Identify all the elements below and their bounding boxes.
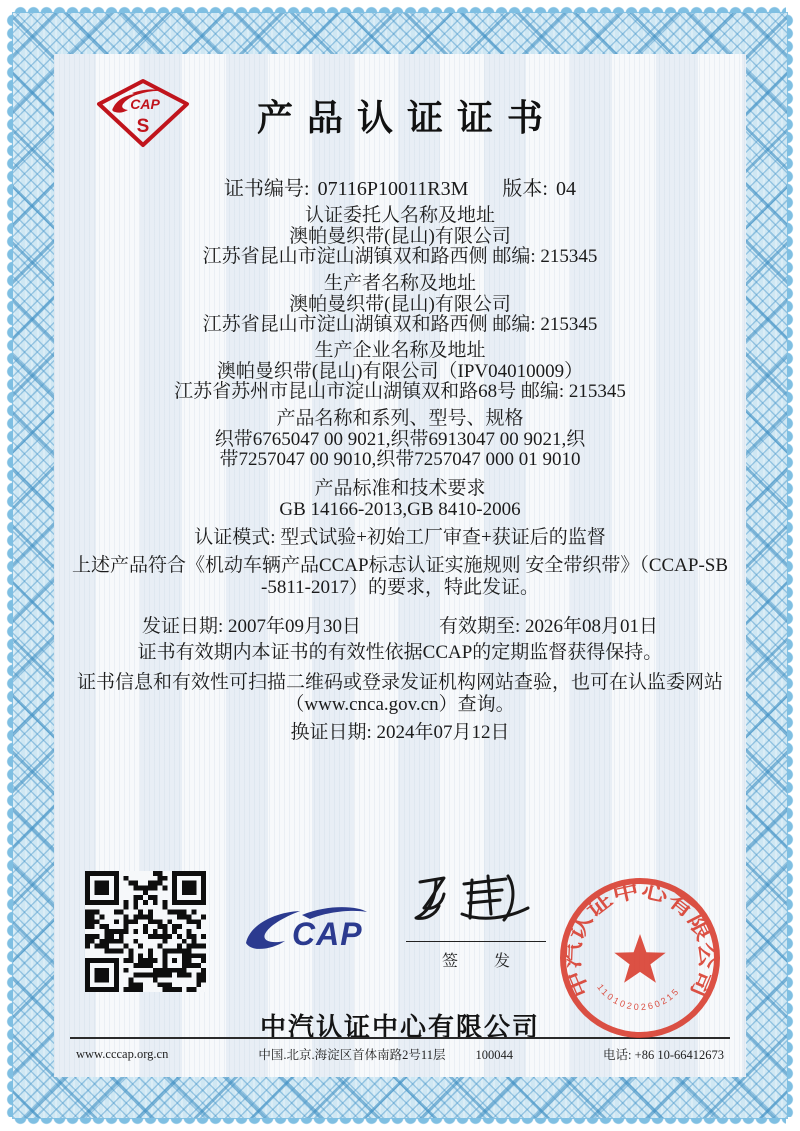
svg-text:1101020260215 — [595, 982, 682, 1012]
query-note-line-1: 证书信息和有效性可扫描二维码或登录发证机构网站查验，也可在认监委网站 — [76, 672, 723, 693]
border-scallop-left — [5, 14, 13, 1117]
section-line: GB 14166-2013,GB 8410-2006 — [279, 498, 521, 520]
issuer-company-name: 中汽认证中心有限公司 — [259, 1012, 540, 1042]
footer-phone: +86 10-66412673 — [634, 1048, 724, 1062]
section-line: 织带6765047 00 9021,织带6913047 00 9021,织 — [214, 428, 586, 450]
dates-row — [64, 611, 736, 638]
section-heading: 认证委托人名称及地址 — [304, 205, 495, 226]
footer-address: 中国.北京.海淀区首体南路2号11层 — [258, 1048, 446, 1062]
issue-date-label: 发证日期: — [141, 616, 224, 637]
expiry-date — [439, 611, 658, 638]
section-line: 江苏省昆山市淀山湖镇双和路西侧 邮编: 215345 — [202, 246, 598, 267]
section-heading: 生产企业名称及地址 — [314, 340, 486, 361]
validity-note: 证书有效期内本证书的有效性依据CCAP的定期监督获得保持。 — [137, 642, 663, 663]
section-line: 带7257047 00 9010,织带7257047 000 01 9010 — [219, 449, 581, 470]
renewal-date-label: 换证日期: — [290, 722, 372, 743]
seal-serial-number: 1101020260215 — [595, 982, 682, 1013]
section-producer — [64, 274, 736, 336]
statement-line-2: -5811-2017）的要求，特此发证。 — [261, 577, 539, 598]
expiry-date-value: 2026年08月01日 — [525, 616, 659, 637]
cert-no-value: 07116P10011R3M — [317, 178, 469, 200]
footer-website: www.cccap.org.cn — [76, 1046, 169, 1061]
border-scallop-right — [787, 14, 795, 1117]
qr-code — [85, 871, 206, 992]
badge-s-text: S — [136, 116, 150, 137]
border-scallop-top — [14, 5, 786, 13]
footer-address-block — [258, 1045, 513, 1063]
certificate-title: 产品认证证书 — [256, 97, 557, 138]
section-line: 澳帕曼织带(昆山)有限公司 — [289, 225, 511, 247]
footer-postcode: 100044 — [475, 1048, 513, 1062]
version-value: 04 — [555, 178, 576, 200]
section-standard — [64, 479, 736, 520]
issue-date-value: 2007年09月30日 — [227, 616, 361, 637]
border-scallop-bottom — [14, 1118, 786, 1126]
footer-info-row — [76, 1045, 724, 1063]
section-line: 江苏省昆山市淀山湖镇双和路西侧 邮编: 215345 — [202, 314, 598, 335]
badge-cap-text: CAP — [130, 96, 160, 112]
section-line: 澳帕曼织带(昆山)有限公司 — [289, 293, 511, 315]
section-heading: 产品名称和系列、型号、规格 — [276, 408, 524, 429]
cert-no-label: 证书编号: — [224, 178, 310, 200]
company-seal — [555, 873, 725, 1043]
ccap-wordmark-logo — [240, 903, 380, 955]
signature-label: 签 发 — [441, 953, 526, 970]
statement-line-1: 上述产品符合《机动车辆产品CCAP标志认证实施规则 安全带织带》（CCAP-SB — [71, 555, 729, 576]
wordmark-cap-text: CAP — [292, 916, 363, 952]
expiry-date-label: 有效期至: — [439, 616, 521, 637]
version-label: 版本: — [502, 178, 548, 200]
section-heading: 产品标准和技术要求 — [314, 478, 486, 499]
footer-phone-label: 电话: — [603, 1048, 632, 1062]
issue-date — [142, 611, 361, 638]
signature-underline — [406, 941, 546, 942]
section-product — [64, 409, 736, 471]
section-factory — [64, 341, 736, 403]
query-note-line-2: （www.cnca.gov.cn）查询。 — [285, 694, 515, 715]
handwritten-signature — [406, 866, 546, 934]
section-line: 澳帕曼织带(昆山)有限公司（IPV04010009） — [216, 360, 584, 382]
footer-phone-block — [603, 1045, 724, 1063]
seal-ring-text: 中汽认证中心有限公司 — [562, 879, 718, 1000]
certification-mode-line: 认证模式: 型式试验+初始工厂审查+获证后的监督 — [194, 527, 606, 548]
section-applicant — [64, 206, 736, 268]
certificate-number-line — [64, 172, 736, 201]
signature-block — [406, 866, 546, 971]
renewal-date-line — [64, 722, 736, 743]
section-line: 江苏省苏州市昆山市淀山湖镇双和路68号 邮编: 215345 — [174, 381, 626, 402]
section-heading: 生产者名称及地址 — [323, 273, 476, 294]
seal-star-icon — [614, 934, 665, 983]
renewal-date-value: 2024年07月12日 — [376, 722, 510, 743]
